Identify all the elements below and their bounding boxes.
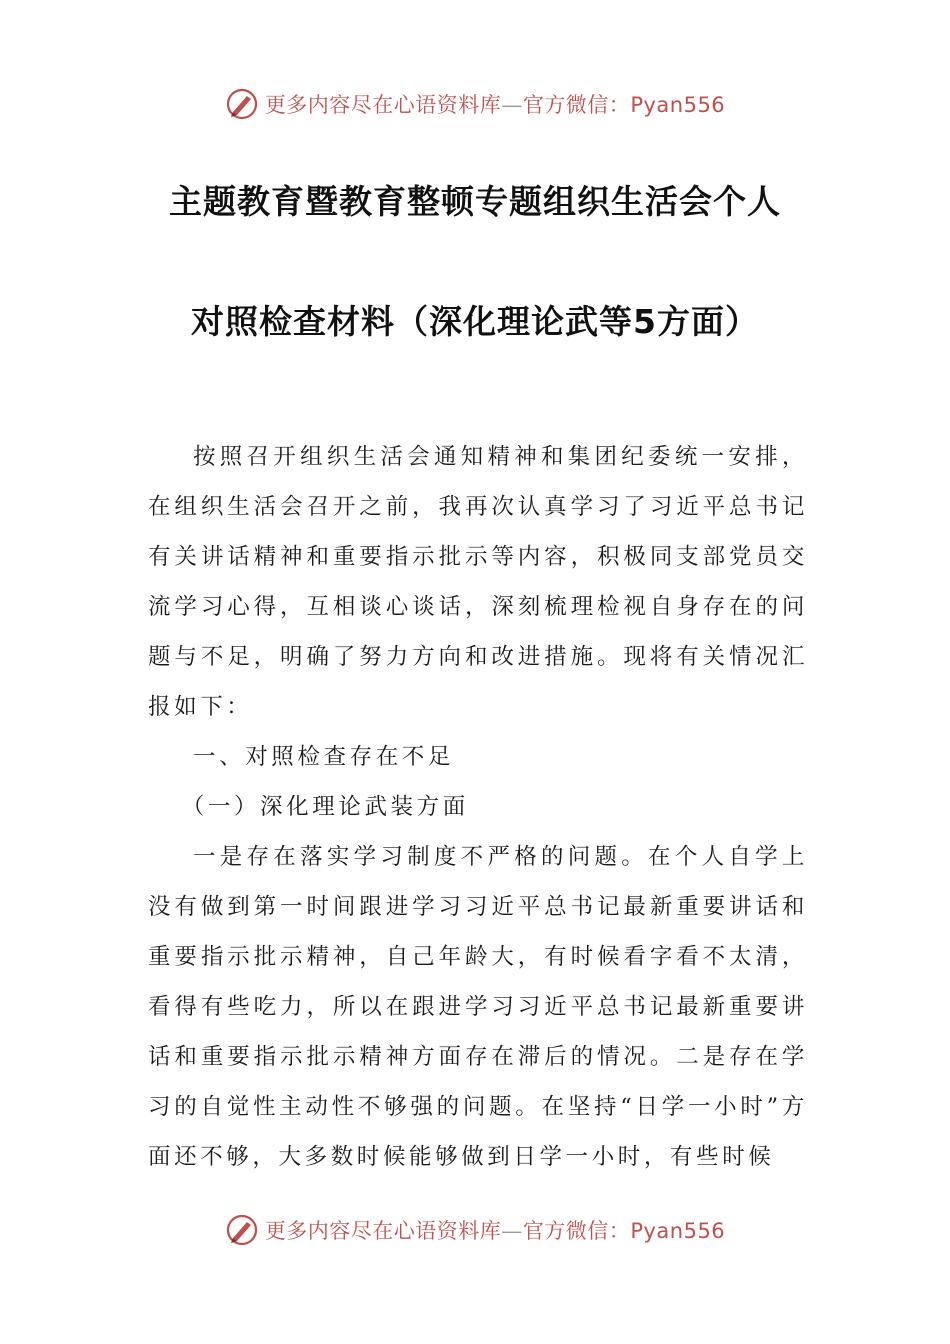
watermark-footer (0, 1210, 950, 1250)
watermark-site-name: 更多内容尽在心语资料库 (264, 1219, 502, 1243)
watermark-separator: — (501, 93, 523, 117)
watermark-text (265, 89, 725, 119)
document-title-line-2: 对照检查材料（深化理论武等5方面） (191, 302, 759, 341)
watermark-suffix: 官方微信： (522, 93, 631, 117)
watermark-site-name: 更多内容尽在心语资料库 (264, 93, 502, 117)
section-heading: 一、对照检查存在不足 (193, 744, 455, 770)
pen-logo-icon (225, 87, 259, 121)
watermark-separator: — (501, 1219, 523, 1243)
intro-paragraph: 按照召开组织生活会通知精神和集团纪委统一安排，在组织生活会召开之前，我再次认真学习了习近平总书记有关讲话精神和重要指示批示等内容，积极同支部党员交流学习心得，互相谈心谈话，深刻梳理检视自身存在的问题与不足，明确了努力方向和改进措施。现将有关情况汇报如下： (148, 444, 808, 720)
subsection-heading: （一）深化理论武装方面 (181, 794, 469, 820)
watermark-wechat-id: Pyan556 (630, 93, 726, 117)
pen-logo-icon (225, 1213, 259, 1247)
watermark-wechat-id: Pyan556 (630, 1219, 726, 1243)
watermark-suffix: 官方微信： (522, 1219, 631, 1243)
body-paragraph: 一是存在落实学习制度不严格的问题。在个人自学上没有做到第一时间跟进学习习近平总书记最新重要讲话和重要指示批示精神，自己年龄大，有时候看字看不太清，看得有些吃力，所以在跟进学习习近平总书记最新重要讲话和重要指示批示精神方面存在滞后的情况。二是存在学习的自觉性主动性不够强的问题。在坚持“日学一小时”方面还不够，大多数时候能够做到日学一小时，有些时候 (148, 844, 808, 1170)
watermark-text (265, 1215, 725, 1245)
watermark-header (0, 84, 950, 124)
document-title-line-1: 主题教育暨教育整顿专题组织生活会个人 (169, 182, 781, 221)
document-body (148, 432, 808, 1182)
